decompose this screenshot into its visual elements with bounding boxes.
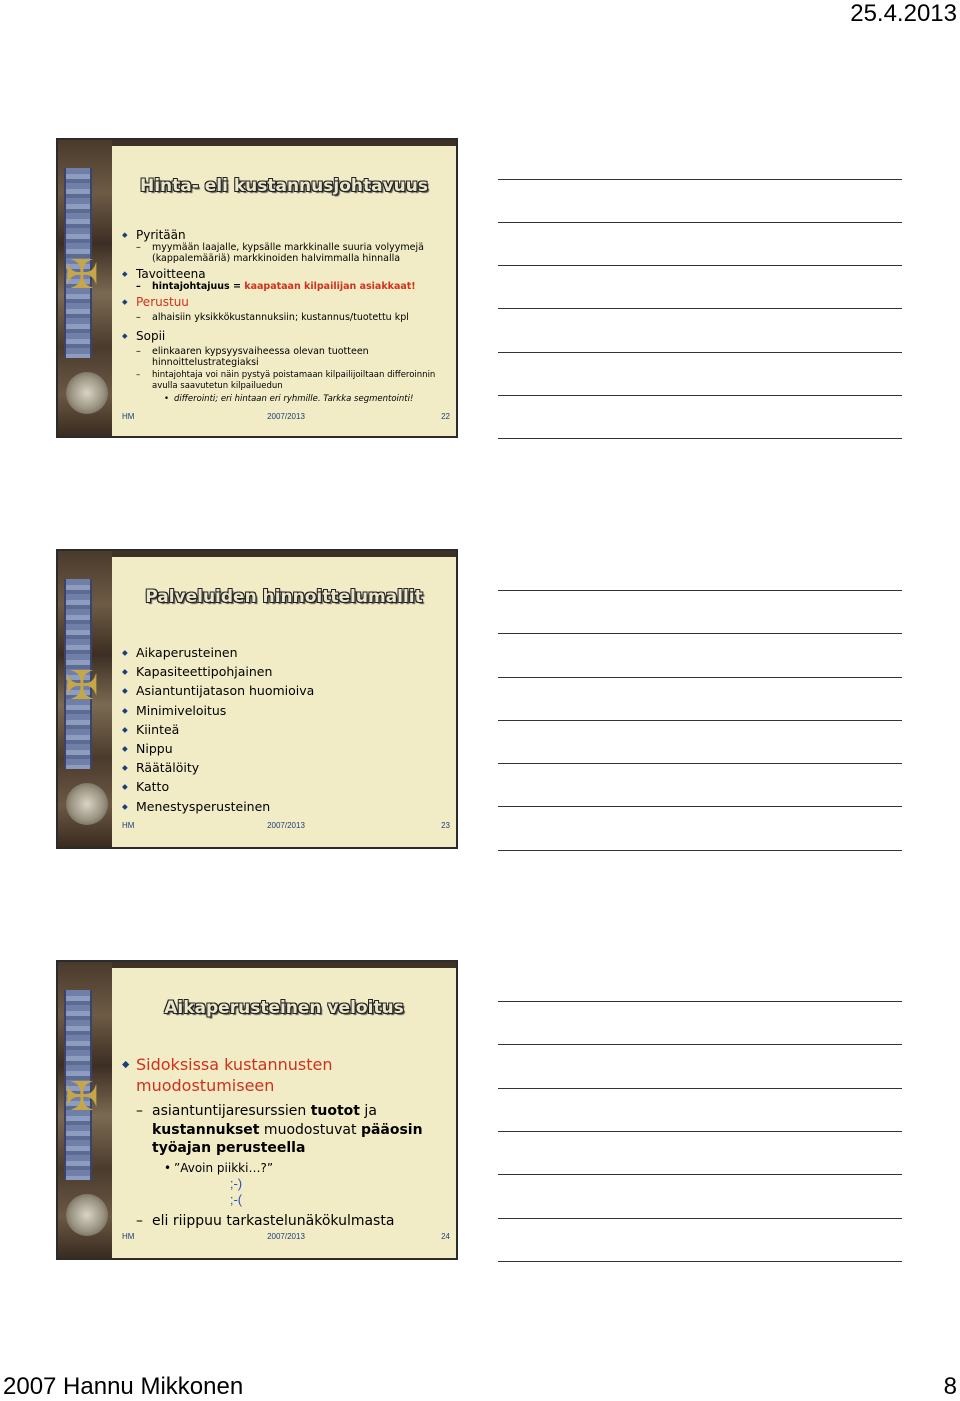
notes-line [498, 438, 902, 439]
slide-content [112, 968, 456, 1258]
slide-number: 22 [441, 412, 450, 421]
bullet: ◆ Kiinteä [122, 720, 450, 739]
notes-line [498, 1261, 902, 1262]
sub-bullet-bold-b: tuotot [310, 1103, 360, 1119]
slide-footer-author: HM [122, 412, 135, 421]
sub-bullet: – eli riippuu tarkastelunäkökulmasta [136, 1212, 395, 1229]
notes-line [498, 1044, 902, 1045]
slide-footer-year: 2007/2013 [267, 1232, 305, 1241]
bullet: ◆ Kapasiteettipohjainen [122, 662, 450, 681]
bullet: ◆ Räätälöity [122, 758, 450, 777]
slide-footer [122, 821, 450, 833]
slide-number: 23 [441, 821, 450, 830]
sub-bullet-text-c: ja [359, 1103, 377, 1119]
sub-bullet-text-e: muodostuvat [259, 1121, 361, 1138]
sub-bullet-text-a: asiantuntijaresurssien [152, 1103, 311, 1119]
slide-title: Palveluiden hinnoittelumallit [145, 587, 423, 607]
bullet: ◆ Aikaperusteinen [122, 643, 450, 662]
sub-bullet: – myymään laajalle, kypsälle markkinalle suuria volyymejä (kappalemääriä) markkinoiden halvimmalla hinnalla [136, 242, 424, 264]
sub-sub-bullet-text: differointi; eri hintaan eri ryhmille. Tarkka segmentointi! [174, 394, 414, 404]
bullet: ◆ Sidoksissa kustannusten muodostumiseen [122, 1054, 450, 1096]
bullet-list [122, 228, 450, 405]
notes-line [498, 352, 902, 353]
sub-bullet: – hintajohtaja voi näin pystyä poistamaan kilpailijoiltaan differoinnin avulla saavutetun kilpailuedun [136, 370, 436, 391]
notes-line [498, 1131, 902, 1132]
slide-decoration [58, 551, 112, 847]
sub-bullet-prefix: hintajohtajuus = [152, 281, 245, 292]
medal-icon: ✠ [65, 252, 99, 298]
notes-line [498, 1001, 902, 1002]
notes-line [498, 677, 902, 678]
footer-page-number: 8 [943, 1373, 957, 1400]
bullet: ◆ Pyritään [122, 228, 450, 242]
slide-footer-year: 2007/2013 [267, 821, 305, 830]
slide-footer [122, 1232, 450, 1244]
bullet: ◆ Perustuu [122, 295, 450, 309]
emphasis-text: kaapataan kilpailijan asiakkaat! [244, 281, 416, 292]
bullet: ◆ Tavoitteena [122, 267, 450, 281]
sub-sub-bullet-text: Avoin piikki…? [180, 1160, 267, 1175]
notes-line [498, 806, 902, 807]
sub-sub-bullet: • differointi; eri hintaan eri ryhmille. Tarkka segmentointi! [164, 394, 414, 404]
notes-line [498, 1088, 902, 1089]
sub-bullet-bold-f: pääosin työajan perusteella [152, 1121, 423, 1156]
medal-icon: ✠ [65, 663, 99, 709]
notes-line [498, 590, 902, 591]
bullet: ◆ Sopii [122, 329, 450, 343]
notes-line [498, 720, 902, 721]
notes-line [498, 850, 902, 851]
slide-decoration [58, 962, 112, 1258]
compass-icon [66, 372, 108, 414]
sub-bullet: – asiantuntijaresurssien tuotot ja kustannukset muodostuvat pääosin työajan perusteella [136, 1103, 423, 1156]
bullet-list [122, 643, 450, 816]
slide-content [112, 557, 456, 847]
slide-24 [56, 960, 458, 1260]
medal-icon: ✠ [65, 1074, 99, 1120]
bullet: ◆ Menestysperusteinen [122, 797, 450, 816]
slide-footer-author: HM [122, 1232, 135, 1241]
slide-decoration [58, 140, 112, 436]
sub-bullet-text: hintajohtaja voi näin pystyä poistamaan kilpailijoiltaan differoinnin avulla saavutetun kilpailuedun [152, 370, 436, 391]
notes-line [498, 308, 902, 309]
bullet: ◆ Nippu [122, 739, 450, 758]
slide-number: 24 [441, 1232, 450, 1241]
sub-bullet: – elinkaaren kypsyysvaiheessa olevan tuotteen hinnoittelustrategiaksi [136, 346, 369, 368]
slide-title: Aikaperusteinen veloitus [164, 998, 404, 1018]
notes-line [498, 1174, 902, 1175]
notes-line [498, 222, 902, 223]
compass-icon [66, 783, 108, 825]
slide-title: Hinta- eli kustannusjohtavuus [140, 176, 428, 196]
notes-line [498, 1218, 902, 1219]
bullet: ◆ Katto [122, 777, 450, 796]
footer-author: 2007 Hannu Mikkonen [3, 1373, 244, 1400]
slide-23 [56, 549, 458, 849]
sub-sub-bullet: • ”Avoin piikki…?” [164, 1160, 274, 1175]
notes-line [498, 763, 902, 764]
sub-bullet-text: myymään laajalle, kypsälle markkinalle suuria volyymejä (kappalemääriä) markkinoiden halvimmalla hinnalla [152, 242, 424, 264]
page-date: 25.4.2013 [850, 0, 957, 27]
notes-line [498, 395, 902, 396]
sub-bullet: – alhaisiin yksikkökustannuksiin; kustannus/tuotettu kpl [136, 312, 409, 323]
notes-line [498, 265, 902, 266]
notes-line [498, 179, 902, 180]
bullet-list [122, 1054, 450, 1230]
slide-footer-author: HM [122, 821, 135, 830]
sub-bullet-text: elinkaaren kypsyysvaiheessa olevan tuotteen hinnoittelustrategiaksi [152, 346, 369, 368]
slide-footer-year: 2007/2013 [267, 412, 305, 421]
slide-content [112, 146, 456, 436]
sub-bullet-text: alhaisiin yksikkökustannuksiin; kustannus/tuotettu kpl [152, 312, 409, 323]
sub-bullet-text: eli riippuu tarkastelunäkökulmasta [152, 1212, 395, 1229]
notes-line [498, 633, 902, 634]
slide-22 [56, 138, 458, 438]
sub-bullet: – hintajohtajuus = kaapataan kilpailijan asiakkaat! [136, 281, 416, 292]
compass-icon [66, 1194, 108, 1236]
smiley-happy: ;-) [229, 1175, 243, 1191]
bullet: ◆ Minimiveloitus [122, 701, 450, 720]
slide-footer [122, 412, 450, 424]
smiley-sad: ;-( [229, 1191, 243, 1207]
bullet: ◆ Asiantuntijatason huomioiva [122, 681, 450, 700]
sub-bullet-bold-d: kustannukset [152, 1121, 260, 1138]
